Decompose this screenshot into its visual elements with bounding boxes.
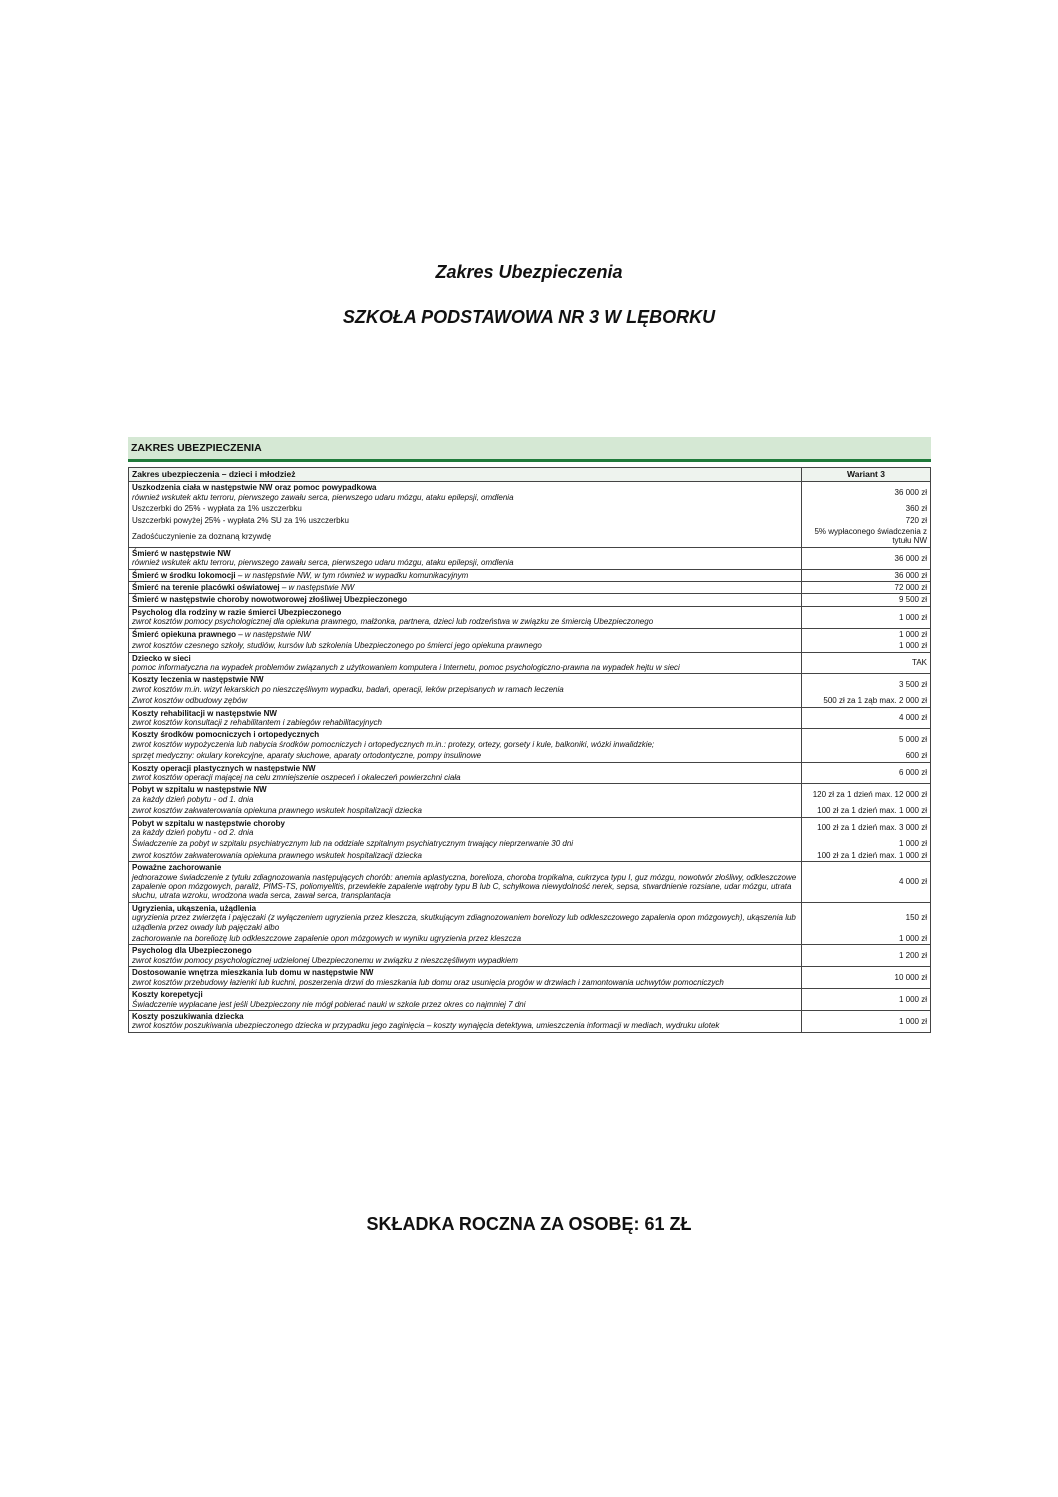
coverage-description [129, 695, 802, 707]
coverage-description [129, 547, 802, 569]
coverage-description [129, 582, 802, 594]
coverage-description [129, 933, 802, 945]
coverage-amount: 100 zł za 1 dzień max. 1 000 zł [802, 850, 931, 862]
table-row [129, 850, 931, 862]
coverage-description [129, 1010, 802, 1032]
coverage-description [129, 652, 802, 674]
coverage-amount: TAK [802, 652, 931, 674]
coverage-amount: 36 000 zł [802, 482, 931, 503]
coverage-description [129, 989, 802, 1011]
coverage-description [129, 674, 802, 695]
coverage-description [129, 729, 802, 750]
coverage-detail: zwrot kosztów przebudowy łazienki lub kuchni, poszerzenia drzwi do mieszkania lub domu oraz usunięcia progów w drzwiach i zamontowania uchwytów pomocniczych [132, 977, 724, 987]
coverage-amount: 4 000 zł [802, 862, 931, 903]
coverage-amount: 120 zł za 1 dzień max. 12 000 zł [802, 784, 931, 805]
table-row [129, 526, 931, 547]
table-row [129, 547, 931, 569]
coverage-detail: również wskutek aktu terroru, pierwszego zawału serca, pierwszego udaru mózgu, ataku epilepsji, omdlenia [132, 558, 514, 568]
coverage-note: – w następstwie NW, w tym również w wypadku komunikacyjnym [235, 570, 469, 580]
coverage-amount: 1 000 zł [802, 838, 931, 849]
coverage-detail: Świadczenie za pobyt w szpitalu psychiatrycznym lub na oddziale szpitalnym psychiatrycznym trwający nieprzerwanie 30 dni [132, 839, 574, 849]
coverage-title: Dziecko w sieci [132, 653, 191, 663]
coverage-amount: 360 zł [802, 503, 931, 514]
table-row [129, 482, 931, 503]
table-row [129, 695, 931, 707]
column-header-scope: Zakres ubezpieczenia – dzieci i młodzież [129, 468, 802, 482]
coverage-description [129, 967, 802, 989]
coverage-title-line [132, 583, 798, 592]
coverage-description [129, 707, 802, 729]
table-row [129, 652, 931, 674]
table-row [129, 515, 931, 526]
table-row [129, 569, 931, 581]
coverage-detail: zachorowanie na boreliozę lub odkleszczowe zapalenie opon mózgowych w wyniku ugryzienia przez kleszcza [132, 934, 522, 944]
coverage-title: Koszty korepetycji [132, 990, 203, 1000]
table-row [129, 606, 931, 628]
coverage-description [129, 850, 802, 862]
coverage-item: Uszczerbki do 25% - wypłata za 1% uszczerbku [132, 504, 302, 514]
coverage-description [129, 750, 802, 762]
document-header: ZAKRES UBEZPIECZENIA [128, 437, 931, 462]
table-row [129, 933, 931, 945]
page-title: Zakres Ubezpieczenia [435, 262, 623, 282]
coverage-description [129, 526, 802, 547]
coverage-table [128, 467, 931, 1033]
coverage-amount: 1 000 zł [802, 606, 931, 628]
coverage-title: Śmierć w następstwie NW [132, 548, 231, 558]
table-row [129, 628, 931, 640]
coverage-title: Pobyt w szpitalu w następstwie NW [132, 785, 267, 795]
coverage-description [129, 569, 802, 581]
coverage-amount: 4 000 zł [802, 707, 931, 729]
coverage-amount: 9 500 zł [802, 594, 931, 606]
coverage-description [129, 606, 802, 628]
table-row [129, 967, 931, 989]
coverage-detail: zwrot kosztów konsultacji z rehabilitantem i zabiegów rehabilitacyjnych [132, 717, 382, 727]
table-row [129, 989, 931, 1011]
coverage-amount: 3 500 zł [802, 674, 931, 695]
table-row [129, 945, 931, 967]
coverage-detail: za każdy dzień pobytu - od 2. dnia [132, 828, 254, 837]
coverage-description [129, 503, 802, 514]
coverage-description [129, 784, 802, 805]
table-row [129, 674, 931, 695]
table-row [129, 784, 931, 805]
coverage-detail: również wskutek aktu terroru, pierwszego zawału serca, pierwszego udaru mózgu, ataku epilepsji, omdlenia [132, 492, 514, 502]
coverage-detail: zwrot kosztów m.in. wizyt lekarskich po nieszczęśliwym wypadku, badań, operacji, leków przepisanych w ramach leczenia [132, 684, 564, 694]
coverage-title-line [132, 571, 798, 580]
table-row [129, 594, 931, 606]
coverage-amount: 5 000 zł [802, 729, 931, 750]
coverage-description [129, 862, 802, 903]
coverage-detail: pomoc informatyczna na wypadek problemów związanych z użytkowaniem komputera i Internetu, pomoc psychologiczno-prawna na wypadek hejtu w sieci [132, 662, 680, 672]
coverage-amount: 1 000 zł [802, 933, 931, 945]
insurance-document [128, 437, 931, 1033]
table-row [129, 729, 931, 750]
coverage-detail: zwrot kosztów pomocy psychologicznej udzielonej Ubezpieczonemu w związku z nieszczęśliwym wypadkiem [132, 955, 518, 965]
coverage-title: Psycholog dla Ubezpieczonego [132, 946, 252, 956]
coverage-detail: Świadczenie wypłacane jest jeśli Ubezpieczony nie mógł pobierać nauki w szkole przez okres co najmniej 7 dni [132, 999, 526, 1009]
coverage-amount: 600 zł [802, 750, 931, 762]
coverage-item: Uszczerbki powyżej 25% - wypłata 2% SU za 1% uszczerbku [132, 515, 349, 525]
table-row [129, 582, 931, 594]
coverage-detail: zwrot kosztów zakwaterowania opiekuna prawnego wskutek hospitalizacji dziecka [132, 850, 422, 860]
coverage-description [129, 838, 802, 849]
table-row [129, 902, 931, 933]
coverage-amount: 1 000 zł [802, 628, 931, 640]
coverage-title: Koszty leczenia w następstwie NW [132, 675, 264, 685]
coverage-detail: sprzęt medyczny: okulary korekcyjne, aparaty słuchowe, aparaty ortodontyczne, pompy insulinowe [132, 751, 482, 761]
coverage-amount: 5% wypłaconego świadczenia z tytułu NW [802, 526, 931, 547]
coverage-description [129, 945, 802, 967]
coverage-detail: ugryzienia przez zwierzęta i pajęczaki (z wyłączeniem ugryzienia przez kleszcza, skutkującym zdiagnozowaniem boreliozy lub odkleszczowego zapalenia opon mózgowych), ukąszenia lub użądlenia przez owady lub pajęczaki albo [132, 913, 796, 932]
coverage-amount: 720 zł [802, 515, 931, 526]
table-row [129, 707, 931, 729]
coverage-amount: 100 zł za 1 dzień max. 1 000 zł [802, 805, 931, 817]
coverage-note: – w następstwie NW [236, 629, 311, 639]
coverage-detail: zwrot kosztów czesnego szkoły, studiów, kursów lub szkolenia Ubezpieczonego po śmierci jego opiekuna prawnego [132, 641, 542, 651]
coverage-amount: 36 000 zł [802, 569, 931, 581]
coverage-title: Śmierć w środku lokomocji [132, 570, 236, 580]
coverage-title: Pobyt w szpitalu w następstwie choroby [132, 818, 285, 828]
coverage-amount: 72 000 zł [802, 582, 931, 594]
coverage-title: Ugryzienia, ukąszenia, użądlenia [132, 903, 257, 913]
table-header-row [129, 468, 931, 482]
coverage-description [129, 515, 802, 526]
table-row [129, 640, 931, 652]
coverage-title: Dostosowanie wnętrza mieszkania lub domu w następstwie NW [132, 968, 374, 978]
coverage-description [129, 482, 802, 503]
coverage-amount: 150 zł [802, 902, 931, 933]
table-row [129, 817, 931, 838]
coverage-amount: 1 000 zł [802, 989, 931, 1011]
coverage-amount: 1 000 zł [802, 640, 931, 652]
coverage-detail: zwrot kosztów poszukiwania ubezpieczonego dziecka w przypadku jego zaginięcia – koszty wynajęcia detektywa, umieszczenia informacji w mediach, wydruku ulotek [132, 1021, 720, 1031]
coverage-description [129, 805, 802, 817]
coverage-title-line [132, 630, 798, 639]
coverage-detail: za każdy dzień pobytu - od 1. dnia [132, 794, 254, 804]
coverage-detail: zwrot kosztów wypożyczenia lub nabycia środków pomocniczych i ortopedycznych m.in.: protezy, ortezy, gorsety i kule, balkoniki, wózki inwalidzkie; [132, 739, 655, 749]
coverage-title: Psycholog dla rodziny w razie śmierci Ubezpieczonego [132, 607, 342, 617]
table-row [129, 1010, 931, 1032]
coverage-detail: zwrot kosztów zakwaterowania opiekuna prawnego wskutek hospitalizacji dziecka [132, 806, 422, 816]
coverage-item: Zadośćuczynienie za doznaną krzywdę [132, 531, 272, 541]
coverage-detail: jednorazowe świadczenie z tytułu zdiagnozowania następujących chorób: anemia aplastyczna, borelioza, choroba tropikalna, cukrzyca typu I, guz mózgu, nowotwór złośliwy, odkleszczowe zapalenie opon mózgowych, paraliż, PIMS-TS, poliomyelitis, przewlekłe zapalenie wątroby typu B lub C, schyłkowa niewydolność nerek, sepsa, stwardnienie rozsiane, udar mózgu, utrata słuchu, utrata wzroku, wrodzona wada serca, zawał serca, transplantacja [132, 872, 797, 901]
coverage-note: – w następstwie NW [279, 583, 355, 593]
annual-premium: SKŁADKA ROCZNA ZA OSOBĘ: 61 ZŁ [366, 1214, 692, 1234]
coverage-title: Śmierć na terenie placówki oświatowej [132, 583, 280, 593]
table-row [129, 503, 931, 514]
coverage-title: Koszty poszukiwania dziecka [132, 1011, 244, 1021]
coverage-title: Koszty operacji plastycznych w następstwie NW [132, 763, 316, 773]
coverage-title: Śmierć w następstwie choroby nowotworowej złośliwej Ubezpieczonego [132, 595, 408, 605]
table-row [129, 762, 931, 784]
coverage-description [129, 640, 802, 652]
coverage-amount: 10 000 zł [802, 967, 931, 989]
coverage-detail: Zwrot kosztów odbudowy zębów [132, 696, 248, 706]
coverage-amount: 1 200 zł [802, 945, 931, 967]
coverage-title: Poważne zachorowanie [132, 863, 222, 873]
coverage-description [129, 594, 802, 606]
coverage-amount: 1 000 zł [802, 1010, 931, 1032]
table-row [129, 805, 931, 817]
coverage-description [129, 762, 802, 784]
coverage-detail: zwrot kosztów operacji mającej na celu zmniejszenie oszpeceń i okaleczeń powierzchni ciała [132, 772, 461, 782]
coverage-description [129, 628, 802, 640]
coverage-description [129, 817, 802, 838]
column-header-variant: Wariant 3 [802, 468, 931, 482]
coverage-title: Uszkodzenia ciała w następstwie NW oraz pomoc powypadkowa [132, 483, 377, 493]
table-row [129, 862, 931, 903]
coverage-description [129, 902, 802, 933]
coverage-detail: zwrot kosztów pomocy psychologicznej dla opiekuna prawnego, małżonka, partnera, dzieci lub rodzeństwa w związku ze śmiercią Ubezpieczonego [132, 617, 654, 627]
coverage-title: Koszty środków pomocniczych i ortopedycznych [132, 730, 320, 740]
coverage-title: Koszty rehabilitacji w następstwie NW [132, 708, 277, 718]
table-row [129, 838, 931, 849]
coverage-title: Śmierć opiekuna prawnego [132, 629, 237, 639]
coverage-amount: 36 000 zł [802, 547, 931, 569]
coverage-amount: 6 000 zł [802, 762, 931, 784]
table-row [129, 750, 931, 762]
coverage-amount: 100 zł za 1 dzień max. 3 000 zł [802, 817, 931, 838]
school-name: SZKOŁA PODSTAWOWA NR 3 W LĘBORKU [342, 307, 716, 327]
coverage-amount: 500 zł za 1 ząb max. 2 000 zł [802, 695, 931, 707]
